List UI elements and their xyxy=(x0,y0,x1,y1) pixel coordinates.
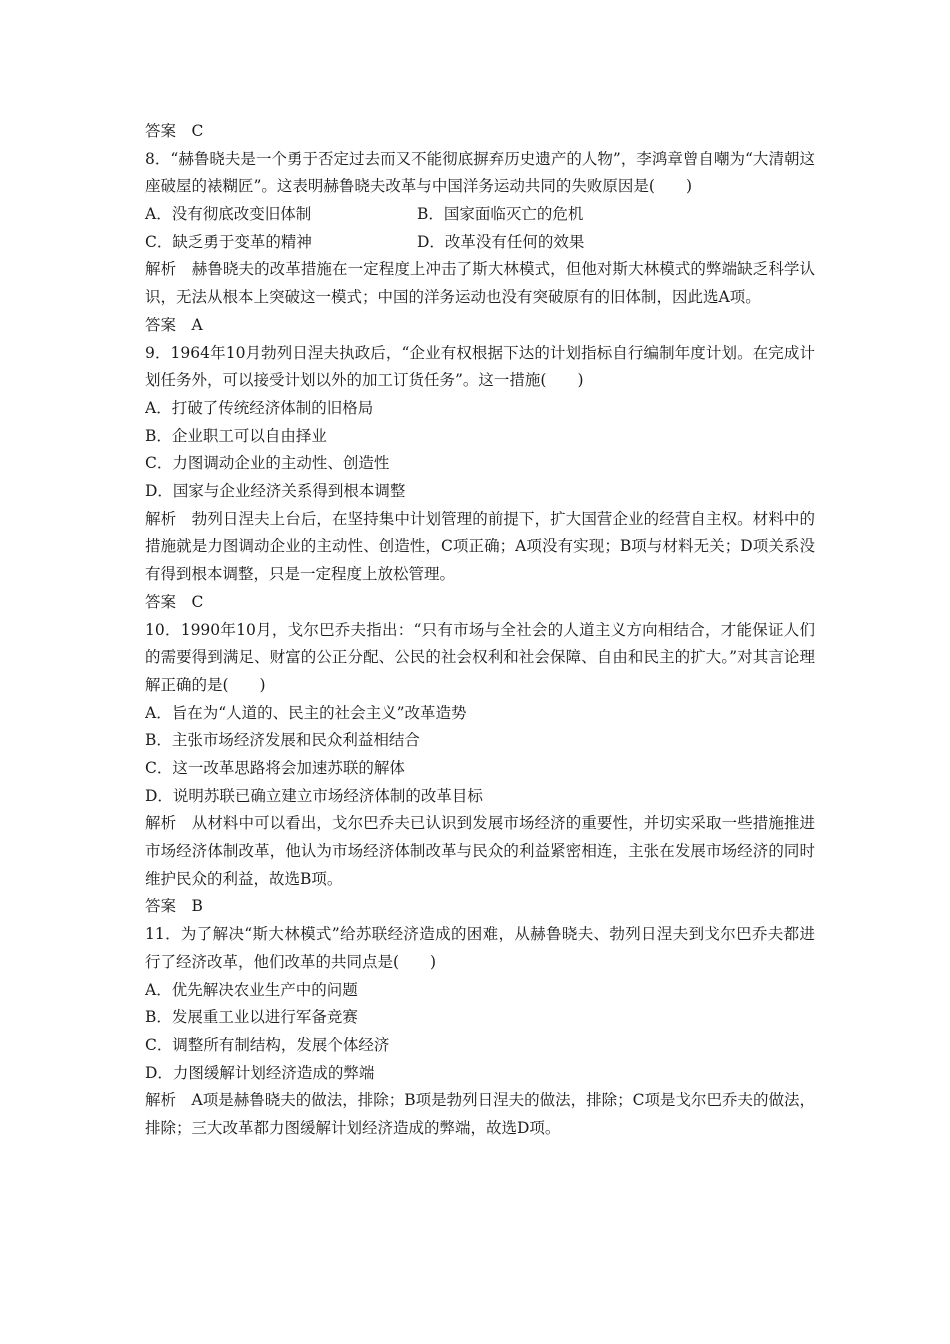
option-b: B．发展重工业以进行军备竞赛 xyxy=(145,1008,358,1027)
document-page xyxy=(145,118,815,1143)
option-b: B．主张市场经济发展和民众利益相结合 xyxy=(145,731,420,750)
analysis-8: 解析 赫鲁晓夫的改革措施在一定程度上冲击了斯大林模式，但他对斯大林模式的弊端缺乏科学认识，无法从根本上突破这一模式；中国的洋务运动也没有突破原有的旧体制，因此选A项。 xyxy=(145,260,815,307)
options-row xyxy=(145,229,815,257)
analysis-11: 解析 A项是赫鲁晓夫的做法，排除；B项是勃列日涅夫的做法，排除；C项是戈尔巴乔夫的做法，排除；三大改革都力图缓解计划经济造成的弊端，故选D项。 xyxy=(145,1091,815,1138)
option-d: D．国家与企业经济关系得到根本调整 xyxy=(145,482,406,501)
option-a: A．没有彻底改变旧体制 xyxy=(145,205,312,224)
option-c: C．力图调动企业的主动性、创造性 xyxy=(145,454,390,473)
question-10: 10．1990年10月，戈尔巴乔夫指出：“只有市场与全社会的人道主义方向相结合，才能保证人们的需要得到满足、财富的公正分配、公民的社会权利和社会保障、自由和民主的扩大。”对其言论理解正确的是( ) xyxy=(145,620,815,694)
option-d: D．改革没有任何的效果 xyxy=(417,232,585,251)
option-d: D．说明苏联已确立建立市场经济体制的改革目标 xyxy=(145,786,483,805)
answer-line: 答案 C xyxy=(145,592,204,611)
option-c: C．这一改革思路将会加速苏联的解体 xyxy=(145,759,405,777)
option-c: C．缺乏勇于变革的精神 xyxy=(145,232,312,251)
answer-line: 答案 C xyxy=(145,122,204,140)
option-a: A．打破了传统经济体制的旧格局 xyxy=(145,398,374,417)
option-b: B．企业职工可以自由择业 xyxy=(145,426,327,445)
answer-line: 答案 A xyxy=(145,315,203,334)
question-9: 9．1964年10月勃列日涅夫执政后，“企业有权根据下达的计划指标自行编制年度计划。在完成计划任务外，可以接受计划以外的加工订货任务”。这一措施( ) xyxy=(145,343,815,390)
analysis-9: 解析 勃列日涅夫上台后，在坚持集中计划管理的前提下，扩大国营企业的经营自主权。材料中的措施就是力图调动企业的主动性、创造性，C项正确；A项没有实现；B项与材料无关；D项关系没有得到根本调整，只是一定程度上放松管理。 xyxy=(145,509,815,584)
option-a: A．优先解决农业生产中的问题 xyxy=(145,980,358,999)
question-11: 11．为了解决“斯大林模式”给苏联经济造成的困难，从赫鲁晓夫、勃列日涅夫到戈尔巴乔夫都进行了经济改革，他们改革的共同点是( ) xyxy=(145,925,815,971)
option-b: B．国家面临灭亡的危机 xyxy=(417,205,584,224)
question-8: 8．“赫鲁晓夫是一个勇于否定过去而又不能彻底摒弃历史遗产的人物”，李鸿章曾自嘲为“大清朝这座破屋的裱糊匠”。这表明赫鲁晓夫改革与中国洋务运动共同的失败原因是( ) xyxy=(145,149,815,196)
option-c: C．调整所有制结构，发展个体经济 xyxy=(145,1035,390,1054)
option-a: A．旨在为“人道的、民主的社会主义”改革造势 xyxy=(145,703,467,722)
answer-line: 答案 B xyxy=(145,897,203,916)
analysis-10: 解析 从材料中可以看出，戈尔巴乔夫已认识到发展市场经济的重要性，并切实采取一些措施推进市场经济体制改革，他认为市场经济体制改革与民众的利益紧密相连，主张在发展市场经济的同时维护民众的利益，故选B项。 xyxy=(145,814,815,888)
options-row xyxy=(145,201,815,229)
option-d: D．力图缓解计划经济造成的弊端 xyxy=(145,1063,375,1082)
